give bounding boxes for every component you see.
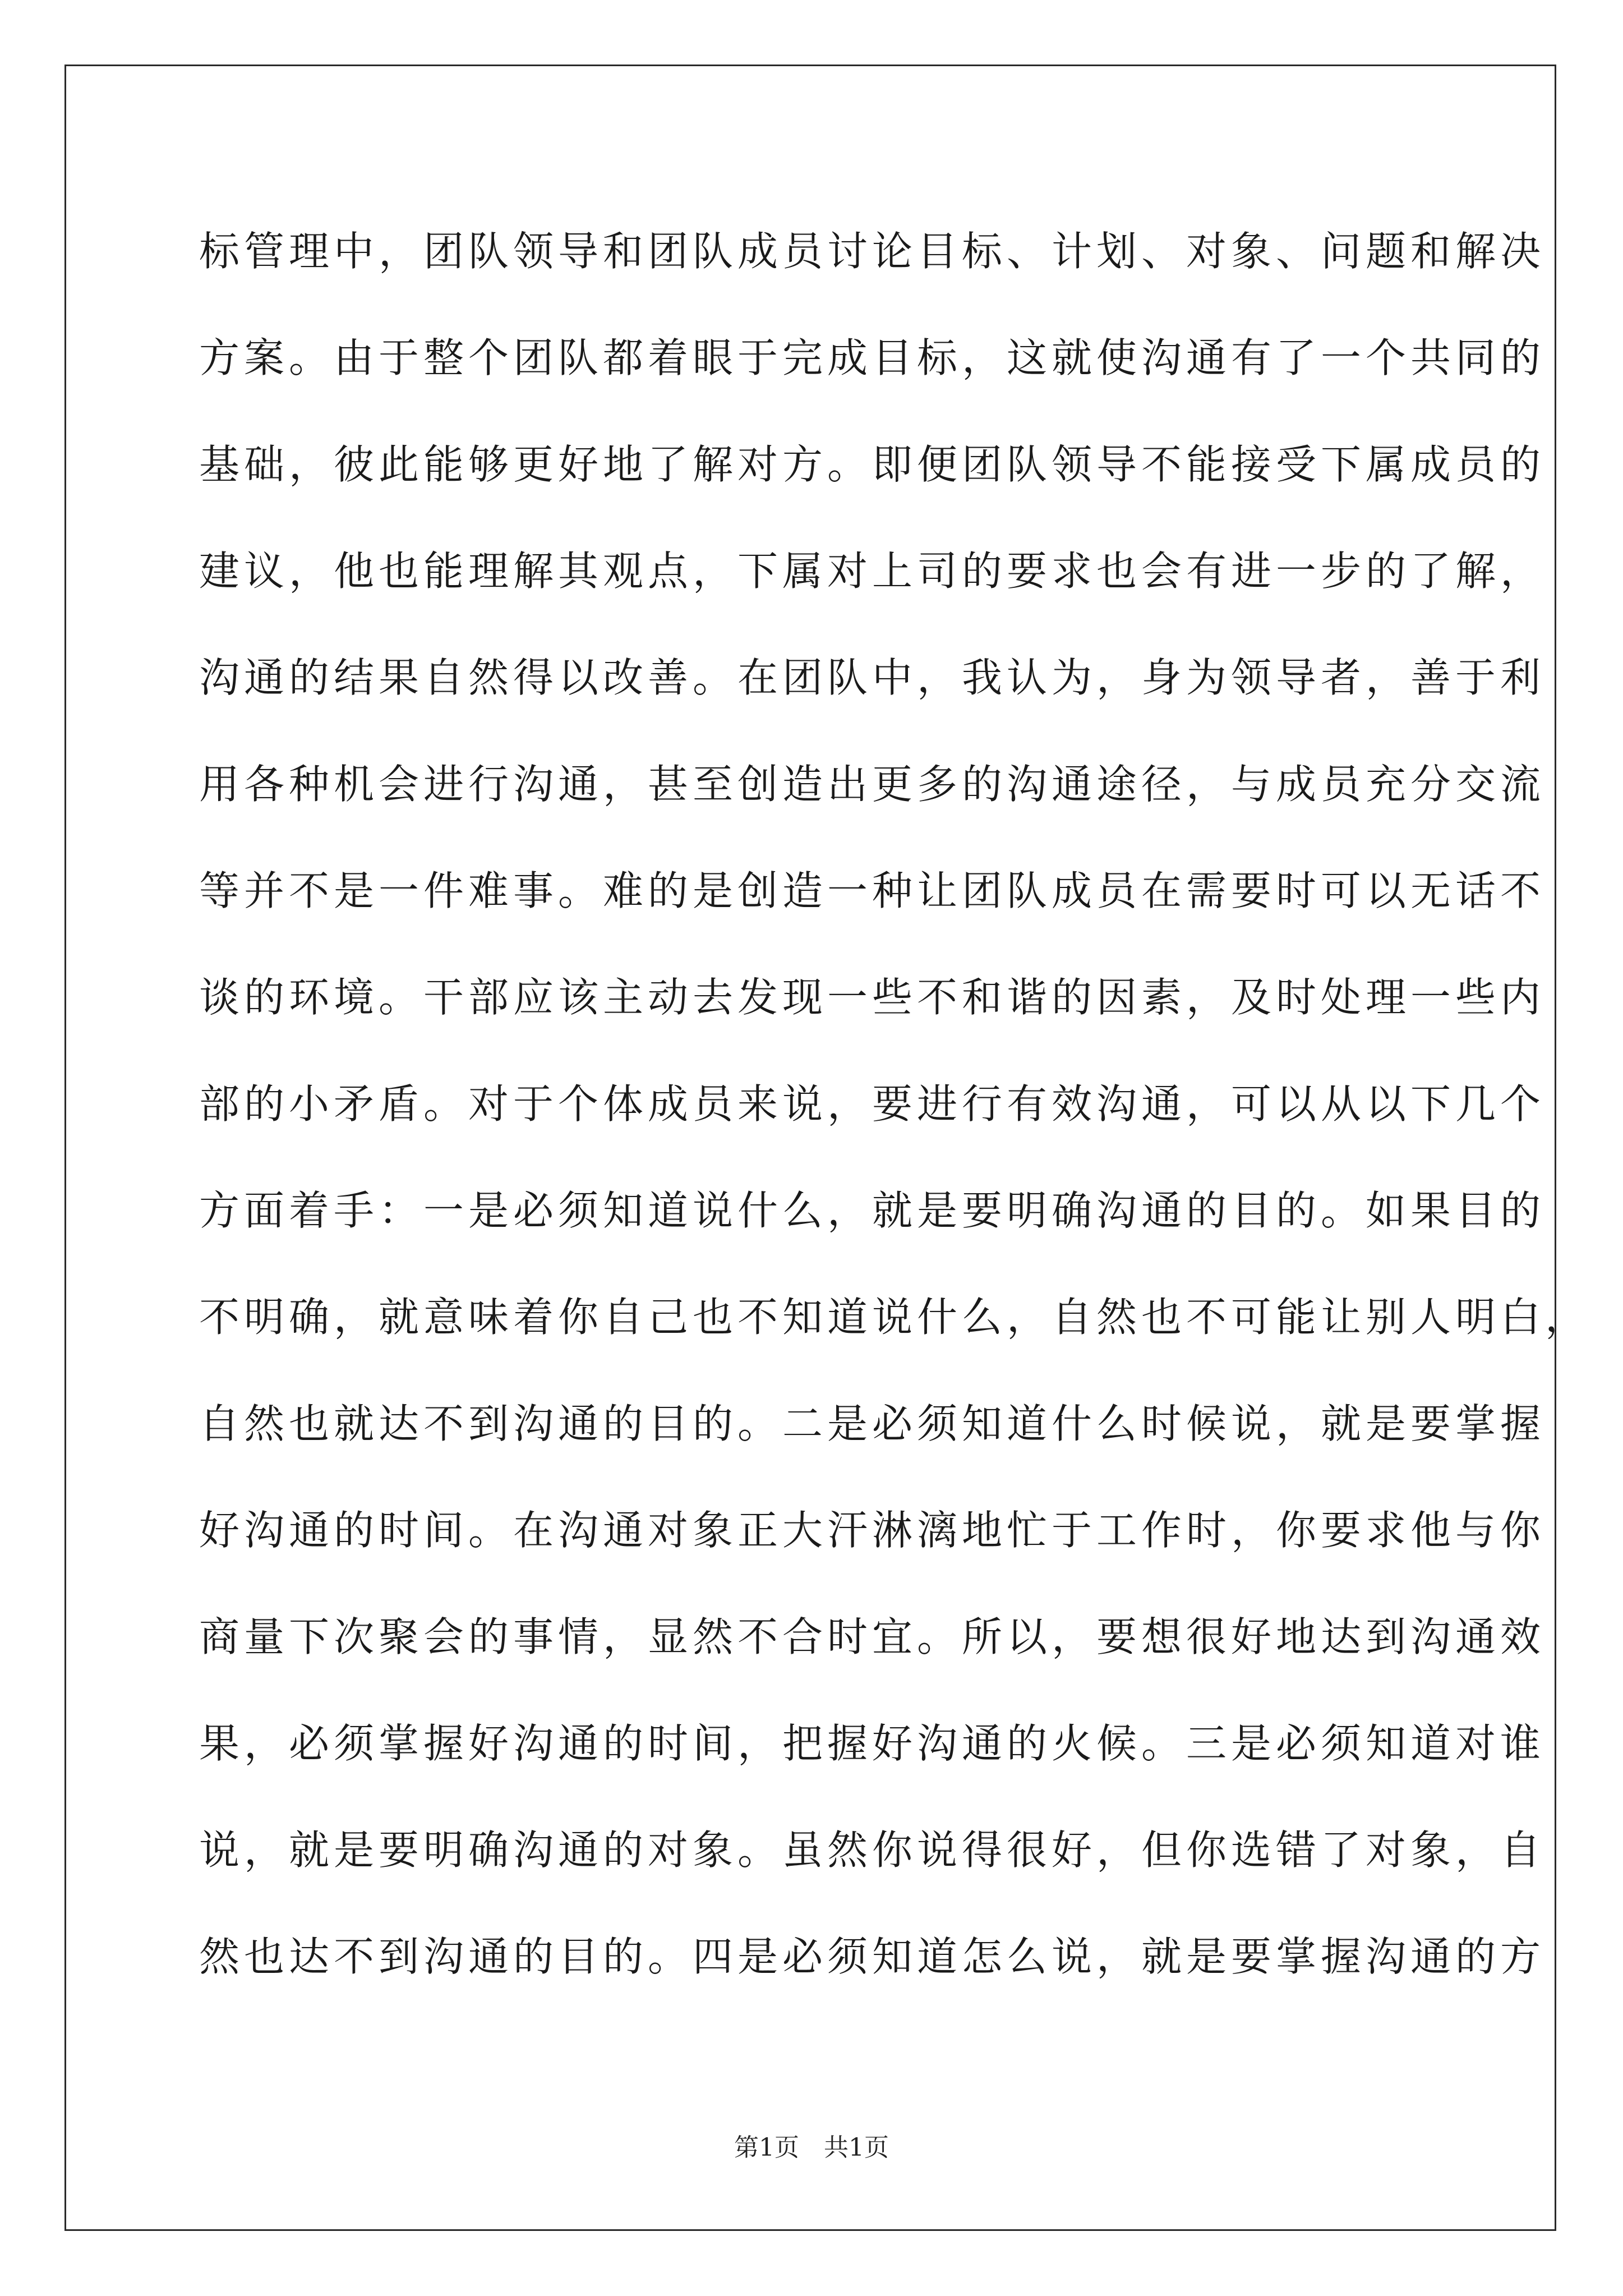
text-line: 方案。由于整个团队都着眼于完成目标，这就使沟通有了一个共同的 (199, 334, 1546, 381)
text-line: 商量下次聚会的事情，显然不合时宜。所以，要想很好地达到沟通效 (199, 1613, 1546, 1660)
text-line: 用各种机会进行沟通，甚至创造出更多的沟通途径，与成员充分交流 (199, 761, 1546, 808)
text-line: 建议，他也能理解其观点，下属对上司的要求也会有进一步的了解， (199, 547, 1546, 595)
text-line: 说，就是要明确沟通的对象。虽然你说得很好，但你选错了对象，自 (199, 1826, 1546, 1874)
text-line: 果，必须掌握好沟通的时间，把握好沟通的火候。三是必须知道对谁 (199, 1720, 1546, 1767)
text-line: 部的小矛盾。对于个体成员来说，要进行有效沟通，可以从以下几个 (199, 1080, 1546, 1128)
text-line: 基础，彼此能够更好地了解对方。即便团队领导不能接受下属成员的 (199, 441, 1546, 488)
text-line: 等并不是一件难事。难的是创造一种让团队成员在需要时可以无话不 (199, 867, 1546, 914)
text-line: 方面着手：一是必须知道说什么，就是要明确沟通的目的。如果目的 (199, 1187, 1546, 1234)
text-line: 不明确，就意味着你自己也不知道说什么，自然也不可能让别人明白， (199, 1294, 1590, 1341)
text-line: 好沟通的时间。在沟通对象正大汗淋漓地忙于工作时，你要求他与你 (199, 1507, 1546, 1554)
text-line: 自然也就达不到沟通的目的。二是必须知道什么时候说，就是要掌握 (199, 1400, 1546, 1447)
body-paragraph (199, 218, 1590, 2030)
text-line: 标管理中，团队领导和团队成员讨论目标、计划、对象、问题和解决 (199, 228, 1546, 275)
text-line: 沟通的结果自然得以改善。在团队中，我认为，身为领导者，善于利 (199, 654, 1546, 701)
text-line: 然也达不到沟通的目的。四是必须知道怎么说，就是要掌握沟通的方 (199, 1933, 1546, 1980)
text-line: 谈的环境。干部应该主动去发现一些不和谐的因素，及时处理一些内 (199, 974, 1546, 1021)
page-number-footer: 第1页 共1页 (734, 2133, 889, 2162)
